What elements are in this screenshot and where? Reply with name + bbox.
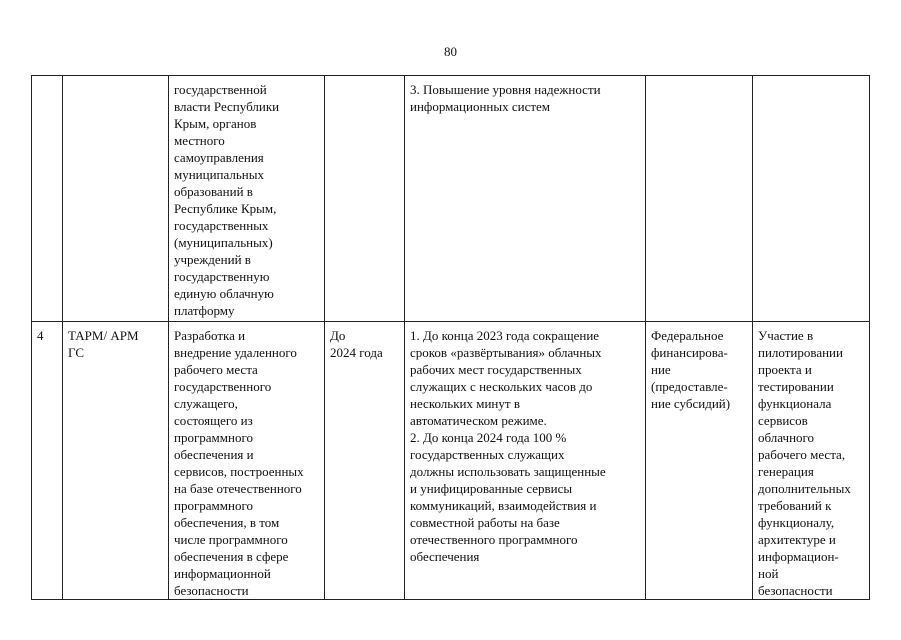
deadline-cell bbox=[325, 76, 405, 322]
deadline-cell: До 2024 года bbox=[325, 322, 405, 600]
document-table bbox=[31, 75, 870, 600]
funding-cell: Федеральное финансирова- ние (предоставле- ние субсидий) bbox=[646, 322, 753, 600]
system-name-cell: ТАРМ/ АРМ ГС bbox=[63, 322, 169, 600]
participation-cell bbox=[753, 76, 870, 322]
table-row bbox=[32, 322, 870, 600]
description-cell: Разработка и внедрение удаленного рабочего места государственного служащего, состоящего из программного обеспечения и сервисов, построенных на базе отечественного программного обеспечения, в том числе программного обеспечения в сфере информационной безопасности bbox=[169, 322, 325, 600]
row-number-cell bbox=[32, 76, 63, 322]
funding-cell bbox=[646, 76, 753, 322]
participation-cell: Участие в пилотировании проекта и тестировании функционала сервисов облачного рабочего места, генерация дополнительных требований к функционалу, архитектуре и информацион- ной безопасности bbox=[753, 322, 870, 600]
page-number: 80 bbox=[444, 44, 457, 59]
row-number-cell: 4 bbox=[32, 322, 63, 600]
results-cell: 3. Повышение уровня надежности информационных систем bbox=[405, 76, 646, 322]
description-cell: государственной власти Республики Крым, органов местного самоуправления муниципальных образований в Республике Крым, государственных (муниципальных) учреждений в государственную единую облачную платформу bbox=[169, 76, 325, 322]
table-row bbox=[32, 76, 870, 322]
results-cell: 1. До конца 2023 года сокращение сроков «развёртывания» облачных рабочих мест государственных служащих с нескольких часов до нескольких минут в автоматическом режиме. 2. До конца 2024 года 100 % государственных служащих должны использовать защищенные и унифицированные сервисы коммуникаций, взаимодействия и совместной работы на базе отечественного программного обеспечения bbox=[405, 322, 646, 600]
system-name-cell bbox=[63, 76, 169, 322]
